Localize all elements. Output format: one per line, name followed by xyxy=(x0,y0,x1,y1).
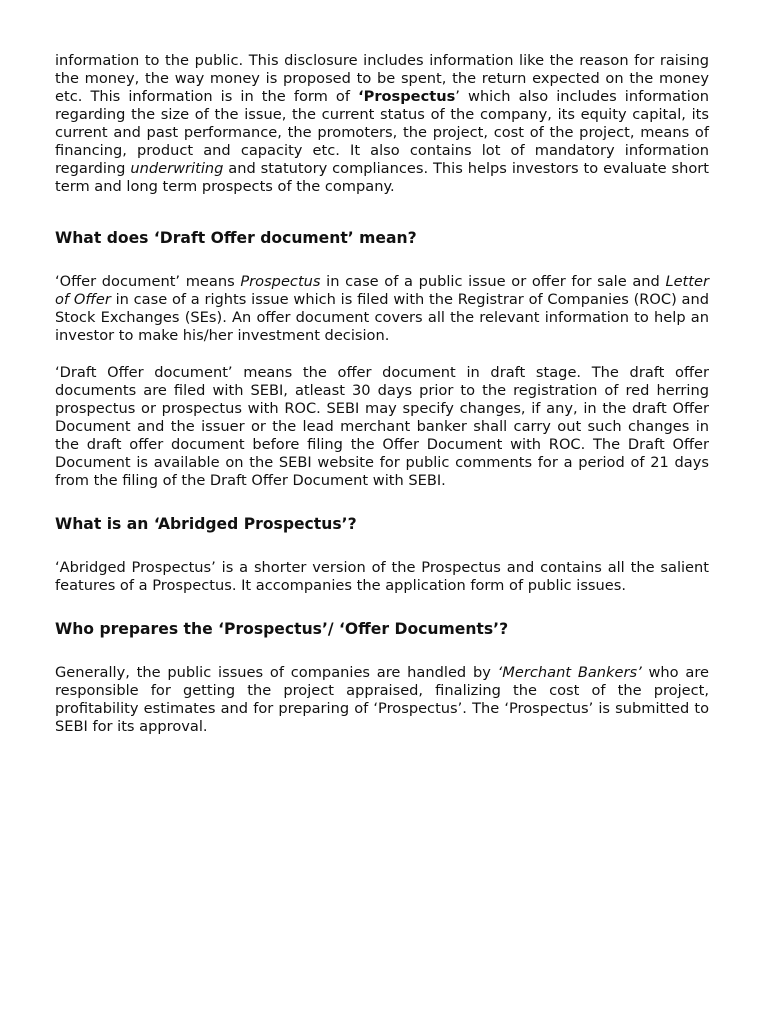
letter-of-offer-italic-term: Letter of Offer xyxy=(55,273,709,308)
merchant-bankers-italic-term: ‘Merchant Bankers’ xyxy=(497,664,642,681)
offer-doc-text-1: ‘Offer document’ means xyxy=(55,273,241,290)
offer-doc-text-3: in case of a public issue or offer for sale and xyxy=(320,273,666,290)
prospectus-italic-term: Prospectus xyxy=(240,273,321,290)
heading-who-prepares-prospectus: Who prepares the ‘Prospectus’/ ‘Offer Documents’? xyxy=(55,620,509,638)
paragraph-draft-offer-document: ‘Draft Offer document’ means the offer document in draft stage. The draft offer documents are filed with SEBI, atleast 30 days prior to the registration of red herring prospectus or prospectus with ROC. SEBI may specify changes, if any, in the draft Offer Document and the issuer or the lead merchant banker shall carry out such changes in the draft offer document before filing the Offer Document with ROC. The Draft Offer Document is available on the SEBI website for public comments for a period of 21 days from the filing of the Draft Offer Document with SEBI. xyxy=(55,364,709,489)
intro-text-3: ’ which also includes information regarding the size of the issue, the current status of the company, its equity capital, its current and past performance, the promoters, the project, cost of the project, means of financing, product and capacity etc. It also contains lot of mandatory information regarding xyxy=(55,88,709,177)
merchant-text-3: who are responsible for getting the project appraised, finalizing the cost of the project, profitability estimates and for preparing of ‘Prospectus’. The ‘Prospectus’ is submitted to SEBI for its approval. xyxy=(55,664,709,735)
document-page xyxy=(55,52,709,736)
merchant-text-1: Generally, the public issues of companies are handled by xyxy=(55,664,498,681)
intro-paragraph xyxy=(55,52,709,196)
heading-abridged-prospectus: What is an ‘Abridged Prospectus’? xyxy=(55,515,357,533)
intro-text-1: information to the public. This disclosure includes information like the reason for raising the money, the way money is proposed to be spent, the return expected on the money etc. This information is in the form of xyxy=(55,52,709,105)
heading-draft-offer-document: What does ‘Draft Offer document’ mean? xyxy=(55,229,417,247)
prospectus-bold-term: ‘Prospectus xyxy=(358,88,456,105)
paragraph-abridged-prospectus: ‘Abridged Prospectus’ is a shorter version of the Prospectus and contains all the salient features of a Prospectus. It accompanies the application form of public issues. xyxy=(55,559,709,594)
offer-doc-text-5: in case of a rights issue which is filed with the Registrar of Companies (ROC) and Stock Exchanges (SEs). An offer document covers all the relevant information to help an investor to make his/her investment decision. xyxy=(55,291,709,344)
paragraph-merchant-bankers xyxy=(55,664,709,736)
paragraph-offer-document xyxy=(55,273,709,345)
underwriting-italic-term: underwriting xyxy=(130,160,224,177)
intro-text-5: and statutory compliances. This helps investors to evaluate short term and long term prospects of the company. xyxy=(55,160,709,195)
